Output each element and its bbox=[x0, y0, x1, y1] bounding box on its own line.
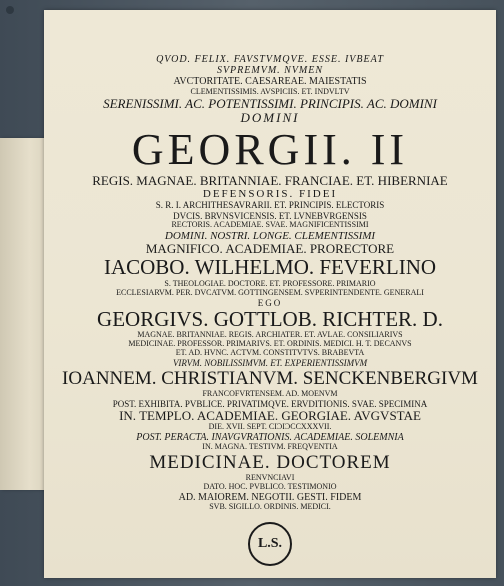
line-11: DVCIS. BRVNSVICENSIS. ET. LVNEBVRGENSIS bbox=[173, 210, 367, 221]
line-30: IN. MAGNA. TESTIVM. FREQVENTIA bbox=[202, 442, 338, 452]
line-35: SVB. SIGILLO. ORDINIS. MEDICI. bbox=[209, 501, 331, 511]
line-13: DOMINI. NOSTRI. LONGE. CLEMENTISSIMI bbox=[164, 229, 376, 242]
line-3: AVCTORITATE. CAESAREAE. MAIESTATIS bbox=[173, 76, 367, 88]
line-20: MAGNAE. BRITANNIAE. REGIS. ARCHIATER. ET. AVLAE. CONSILIARIVS bbox=[137, 330, 403, 340]
line-32: RENVNCIAVI bbox=[245, 472, 295, 482]
line-28: DIE. XVII. SEPT. CIƆIƆCCXXXVII. bbox=[208, 422, 332, 432]
seal-container bbox=[44, 522, 496, 566]
line-10: S. R. I. ARCHITHESAVRARII. ET. PRINCIPIS. ELECTORIS bbox=[155, 200, 385, 211]
line-25: FRANCOFVRTENSEM. AD. MOENVM bbox=[202, 388, 338, 398]
line-23: VIRVM. NOBILISSIMVM. ET. EXPERIENTISSIMVM bbox=[172, 358, 368, 369]
line-2: SVPREMVM. NVMEN bbox=[216, 65, 324, 77]
line-24: IOANNEM. CHRISTIANVM. SENCKENBERGIVM bbox=[62, 368, 478, 390]
line-6: DOMINI bbox=[240, 110, 300, 126]
line-31: MEDICINAE. DOCTOREM bbox=[149, 452, 391, 474]
line-16: S. THEOLOGIAE. DOCTORE. ET. PROFESSORE. PRIMARIO bbox=[164, 278, 376, 288]
seal-text: L.S. bbox=[257, 535, 283, 551]
line-9: DEFENSORIS. FIDEI bbox=[202, 188, 338, 201]
folded-page-edge bbox=[0, 138, 50, 490]
line-4: CLEMENTISSIMIS. AVSPICIIS. ET. INDVLTV bbox=[190, 86, 350, 96]
line-22: ET. AD. HVNC. ACTVM. CONSTITVTVS. BRABEVTA bbox=[175, 348, 365, 358]
line-21: MEDICINAE. PROFESSOR. PRIMARIVS. ET. ORDINIS. MEDICI. H. T. DECANVS bbox=[128, 339, 412, 349]
line-29: POST. PERACTA. INAVGVRATIONIS. ACADEMIAE. SOLEMNIA bbox=[136, 432, 404, 444]
document-sheet bbox=[44, 10, 496, 578]
line-18: EGO bbox=[257, 297, 283, 308]
line-1: QVOD. FELIX. FAVSTVMQVE. ESSE. IVBEAT bbox=[156, 54, 384, 65]
line-27: IN. TEMPLO. ACADEMIAE. GEORGIAE. AVGVSTAE bbox=[119, 407, 421, 423]
line-7-title: GEORGII. II bbox=[131, 124, 409, 174]
line-15: IACOBO. WILHELMO. FEVERLINO bbox=[103, 255, 437, 280]
line-17: ECCLESIARVM. PER. DVCATVM. GOTTINGENSEM. SVPERINTENDENTE. GENERALI bbox=[116, 287, 424, 297]
line-8: REGIS. MAGNAE. BRITANNIAE. FRANCIAE. ET. HIBERNIAE bbox=[92, 172, 448, 188]
line-26: POST. EXHIBITA. PVBLICE. PRIVATIMQVE. ERVDITIONIS. SVAE. SPECIMINA bbox=[112, 398, 428, 409]
line-34: AD. MAIOREM. NEGOTII. GESTI. FIDEM bbox=[178, 491, 362, 503]
line-12: RECTORIS. ACADEMIAE. SVAE. MAGNIFICENTISSIMI bbox=[171, 219, 369, 229]
scan-mark bbox=[6, 6, 14, 14]
line-14: MAGNIFICO. ACADEMIAE. PRORECTORE bbox=[145, 240, 395, 256]
line-33: DATO. HOC. PVBLICO. TESTIMONIO bbox=[203, 481, 337, 491]
document-text bbox=[44, 54, 496, 566]
line-19: GEORGIVS. GOTTLOB. RICHTER. D. bbox=[97, 306, 443, 331]
seal-icon bbox=[248, 522, 292, 566]
line-5: SERENISSIMI. AC. POTENTISSIMI. PRINCIPIS. AC. DOMINI bbox=[103, 95, 437, 111]
